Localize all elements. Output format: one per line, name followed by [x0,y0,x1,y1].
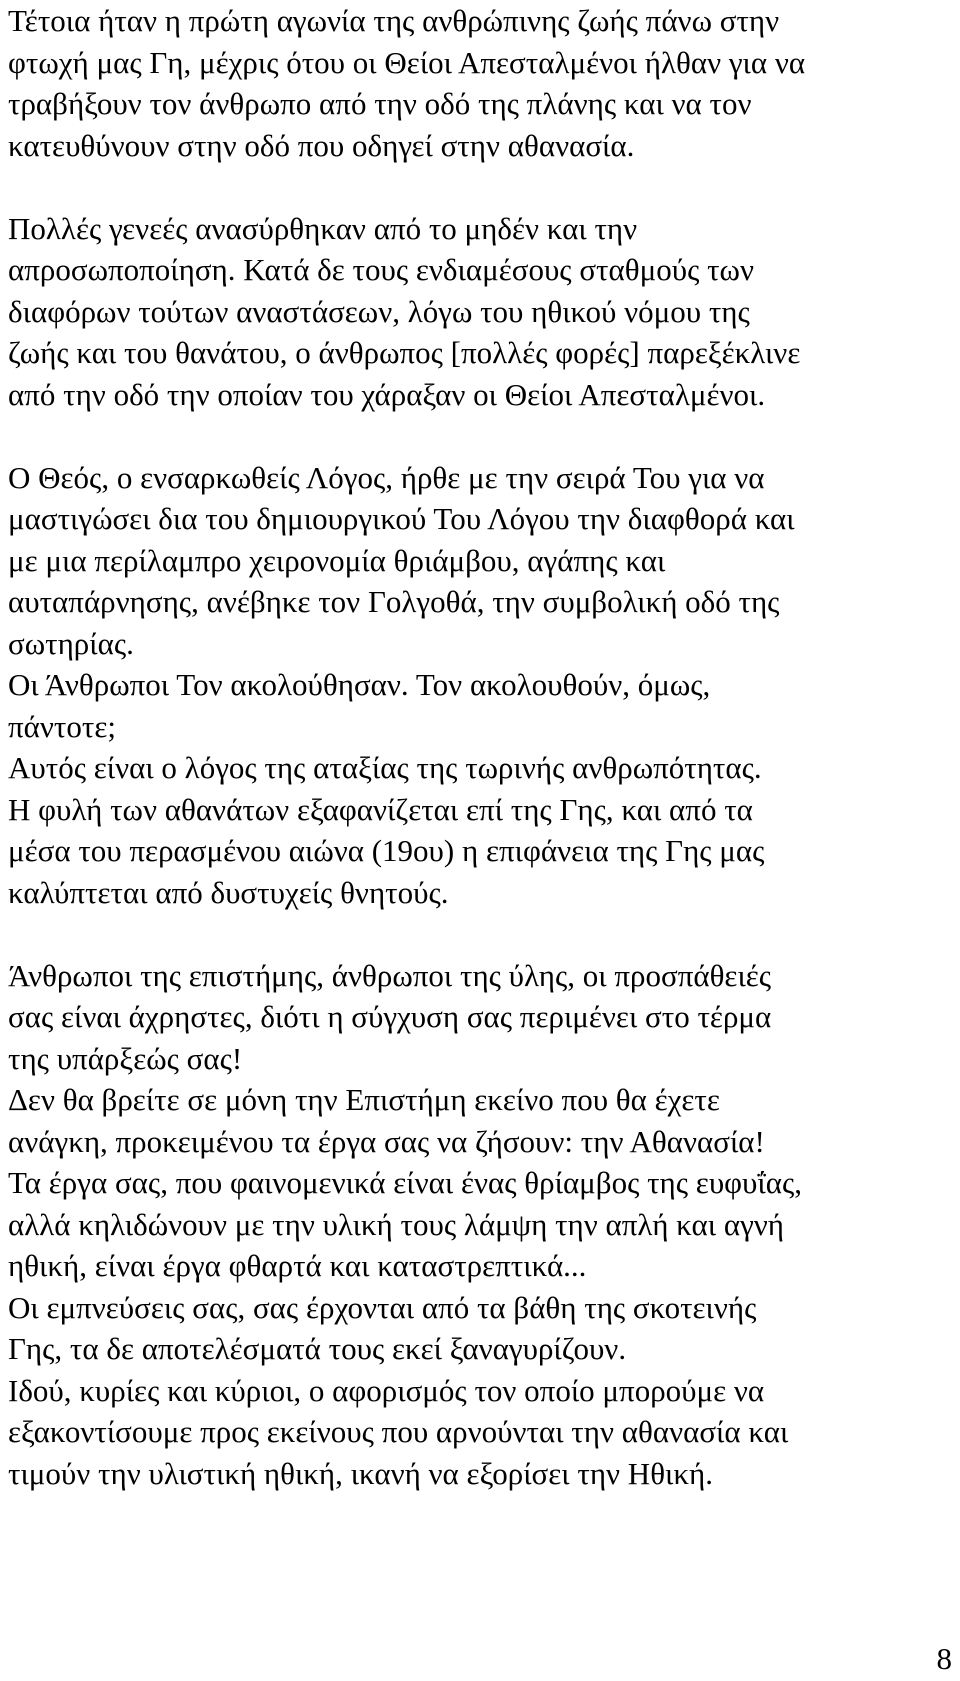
text-line: φτωχή μας Γη, μέχρις ότου οι Θείοι Απεσταλμένοι ήλθαν για να [8,44,806,80]
text-line: τιμούν την υλιστική ηθική, ικανή να εξορίσει την Ηθική. [8,1455,713,1491]
text-line: σας είναι άχρηστες, διότι η σύγχυση σας περιμένει στο τέρμα [8,999,772,1034]
text-line: της υπάρξεώς σας! [8,1040,243,1076]
paragraph-4 [8,955,953,1495]
text-line: Γης, τα δε αποτελέσματά τους εκεί ξαναγυρίζουν. [8,1331,627,1366]
text-line: κατευθύνουν στην οδό που οδηγεί στην αθανασία. [8,127,635,163]
text-line: σωτηρίας. [8,625,134,661]
text-line: μαστιγώσει δια του δημιουργικού Του Λόγου την διαφθορά και [8,501,795,536]
text-line: Άνθρωποι της επιστήμης, άνθρωποι της ύλης, οι προσπάθειές [8,957,772,993]
text-line: απροσωποποίηση. Κατά δε τους ενδιαμέσους σταθμούς των [8,252,754,287]
paragraph-spacer [8,415,953,457]
text-line: Οι εμπνεύσεις σας, σας έρχονται από τα βάθη της σκοτεινής [8,1289,757,1325]
text-line: αλλά κηλιδώνουν με την υλική τους λάμψη την απλή και αγνή [8,1206,784,1242]
text-line: πάντοτε; [8,708,116,744]
text-line: Ο Θεός, ο ενσαρκωθείς Λόγος, ήρθε με την σειρά Του για να [8,459,765,495]
text-line: με μια περίλαμπρο χειρονομία θριάμβου, αγάπης και [8,542,666,578]
text-line: Τα έργα σας, που φαινομενικά είναι ένας θρίαμβος της ευφυΐας, [8,1165,803,1200]
text-line: Ιδού, κυρίες και κύριοι, ο αφορισμός τον οποίο μπορούμε να [8,1372,765,1408]
text-line: τραβήξουν τον άνθρωπο από την οδό της πλάνης και να τον [8,86,752,121]
text-line: από την οδό την οποίαν του χάραξαν οι Θείοι Απεσταλμένοι. [8,376,766,412]
document-page [8,0,953,1494]
paragraph-spacer [8,913,953,955]
text-line: Οι Άνθρωποι Τον ακολούθησαν. Τον ακολουθούν, όμως, [8,667,711,702]
text-line: ανάγκη, προκειμένου τα έργα σας να ζήσουν: την Αθανασία! [8,1123,765,1159]
text-line: εξακοντίσουμε προς εκείνους που αρνούνται την αθανασία και [8,1414,789,1449]
text-line: Πολλές γενεές ανασύρθηκαν από το μηδέν και την [8,210,638,246]
text-line: Δεν θα βρείτε σε μόνη την Επιστήμη εκείνο που θα έχετε [8,1082,720,1117]
text-line: ηθική, είναι έργα φθαρτά και καταστρεπτικά... [8,1248,587,1283]
paragraph-1 [8,0,953,166]
page-number: 8 [936,1641,952,1676]
text-line: μέσα του περασμένου αιώνα (19ου) η επιφάνεια της Γης μας [8,833,765,868]
text-line: Η φυλή των αθανάτων εξαφανίζεται επί της Γης, και από τα [8,791,753,827]
text-line: ζωής και του θανάτου, ο άνθρωπος [πολλές φορές] παρεξέκλινε [8,335,801,370]
text-line: Τέτοια ήταν η πρώτη αγωνία της ανθρώπινης ζωής πάνω στην [8,3,780,38]
paragraph-spacer [8,166,953,208]
text-line: αυταπάρνησης, ανέβηκε τον Γολγοθά, την συμβολική οδό της [8,584,780,619]
paragraph-3 [8,457,953,914]
text-line: Αυτός είναι ο λόγος της αταξίας της τωρινής ανθρωπότητας. [8,750,762,785]
paragraph-2 [8,208,953,416]
text-line: διαφόρων τούτων αναστάσεων, λόγω του ηθικού νόμου της [8,293,750,329]
text-line: καλύπτεται από δυστυχείς θνητούς. [8,874,449,910]
